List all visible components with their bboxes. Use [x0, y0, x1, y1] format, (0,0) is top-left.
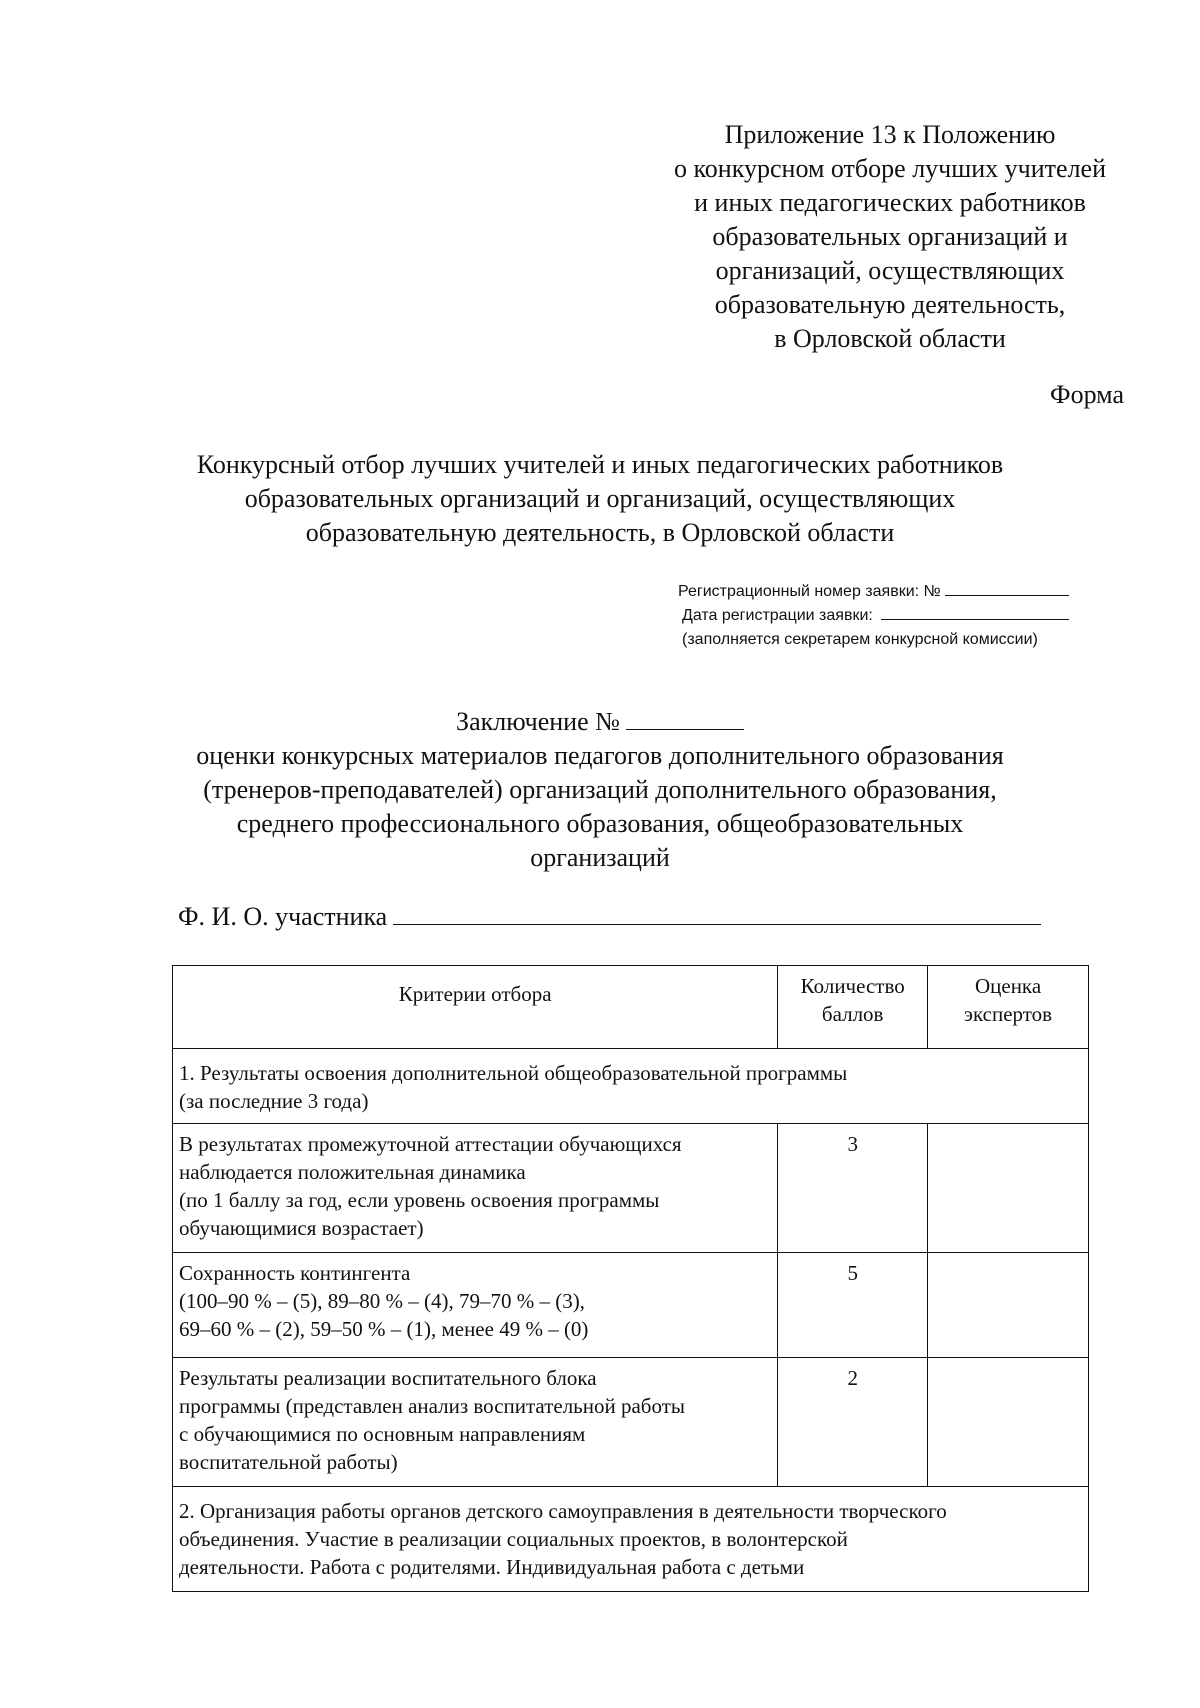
appendix-line: и иных педагогических работников	[694, 188, 1086, 217]
points-cell: 3	[778, 1124, 928, 1253]
appendix-line: организаций, осуществляющих	[715, 256, 1065, 285]
appendix-line: в Орловской области	[774, 324, 1006, 353]
conclusion-line: (тренеров-преподавателей) организаций дополнительного образования,	[203, 775, 997, 804]
registration-date-label: Дата регистрации заявки:	[682, 607, 873, 624]
section-line: 1. Результаты освоения дополнительной общеобразовательной программы	[179, 1061, 848, 1085]
section-line: 2. Организация работы органов детского самоуправления в деятельности творческого	[179, 1499, 947, 1523]
criteria-table	[172, 965, 1089, 1592]
section-line: объединения. Участие в реализации социальных проектов, в волонтерской	[179, 1527, 848, 1551]
participant-label: Ф. И. О. участника	[178, 902, 388, 931]
header-points-line: баллов	[821, 1002, 884, 1026]
registration-date-row	[678, 604, 1069, 628]
criterion-line: (по 1 баллу за год, если уровень освоения программы	[179, 1188, 660, 1212]
header-experts	[928, 966, 1089, 1049]
appendix-header	[600, 118, 1180, 356]
title-line: образовательную деятельность, в Орловской области	[305, 518, 895, 547]
registration-date-field[interactable]	[881, 605, 1069, 620]
table-row	[173, 1253, 1089, 1358]
conclusion-number-field[interactable]	[626, 707, 744, 730]
expert-score-cell[interactable]	[928, 1358, 1089, 1487]
header-criteria: Критерии отбора	[173, 966, 778, 1049]
criterion-line: с обучающимися по основным направлениям	[179, 1422, 586, 1446]
appendix-line: образовательных организаций и	[712, 222, 1068, 251]
points-cell: 5	[778, 1253, 928, 1358]
conclusion-heading: Заключение №	[456, 707, 620, 736]
header-experts-line: экспертов	[963, 1002, 1053, 1026]
table-row	[173, 1124, 1089, 1253]
table-row	[173, 1358, 1089, 1487]
points-cell: 2	[778, 1358, 928, 1487]
criterion-cell	[173, 1253, 778, 1358]
appendix-line: образовательную деятельность,	[714, 290, 1066, 319]
section-row	[173, 1487, 1089, 1592]
registration-number-field[interactable]	[945, 581, 1069, 596]
criterion-cell	[173, 1124, 778, 1253]
expert-score-cell[interactable]	[928, 1253, 1089, 1358]
header-points-line: Количество	[800, 974, 905, 998]
conclusion-block	[0, 705, 1200, 875]
criterion-line: Сохранность контингента	[179, 1261, 411, 1285]
title-line: образовательных организаций и организаций, осуществляющих	[244, 484, 956, 513]
registration-number-label: Регистрационный номер заявки: №	[678, 583, 941, 600]
criterion-cell	[173, 1358, 778, 1487]
registration-number-row	[678, 580, 1069, 604]
criterion-line: воспитательной работы)	[179, 1450, 398, 1474]
conclusion-line: организаций	[530, 843, 670, 872]
section-row	[173, 1049, 1089, 1124]
criterion-line: наблюдается положительная динамика	[179, 1160, 526, 1184]
conclusion-heading-row	[0, 705, 1200, 739]
criterion-line: В результатах промежуточной аттестации обучающихся	[179, 1132, 682, 1156]
section-2-cell	[173, 1487, 1089, 1592]
form-label: Форма	[1050, 380, 1124, 409]
criterion-line: (100–90 % – (5), 89–80 % – (4), 79–70 % – (3),	[179, 1289, 585, 1313]
appendix-line: о конкурсном отборе лучших учителей	[674, 154, 1106, 183]
header-points	[778, 966, 928, 1049]
section-line: (за последние 3 года)	[179, 1089, 369, 1113]
conclusion-line: среднего профессионального образования, общеобразовательных	[236, 809, 964, 838]
document-title	[0, 448, 1200, 550]
conclusion-line: оценки конкурсных материалов педагогов дополнительного образования	[196, 741, 1004, 770]
participant-row	[178, 900, 1041, 934]
expert-score-cell[interactable]	[928, 1124, 1089, 1253]
section-line: деятельности. Работа с родителями. Индивидуальная работа с детьми	[179, 1555, 805, 1579]
registration-block	[678, 580, 1069, 652]
criterion-line: программы (представлен анализ воспитательной работы	[179, 1394, 685, 1418]
table-header-row	[173, 966, 1089, 1049]
criterion-line: Результаты реализации воспитательного блока	[179, 1366, 597, 1390]
section-1-cell	[173, 1049, 1089, 1124]
title-line: Конкурсный отбор лучших учителей и иных педагогических работников	[196, 450, 1004, 479]
appendix-line: Приложение 13 к Положению	[724, 120, 1056, 149]
header-experts-line: Оценка	[974, 974, 1042, 998]
registration-note: (заполняется секретарем конкурсной комиссии)	[682, 631, 1038, 648]
criterion-line: 69–60 % – (2), 59–50 % – (1), менее 49 % – (0)	[179, 1317, 589, 1341]
criterion-line: обучающимися возрастает)	[179, 1216, 424, 1240]
participant-name-field[interactable]	[393, 900, 1041, 925]
